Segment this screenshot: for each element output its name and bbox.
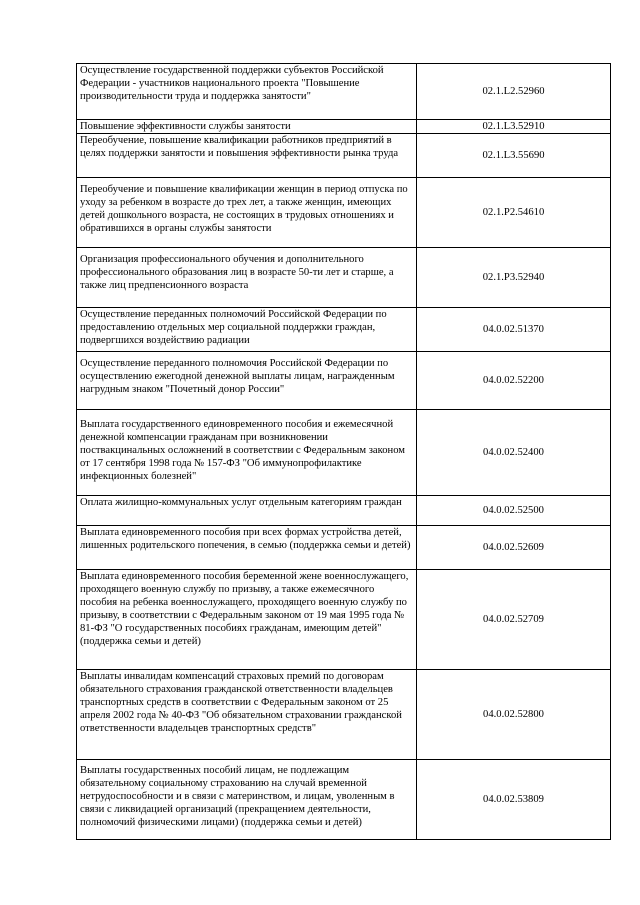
item-code-cell [417,120,611,134]
item-name-cell [77,670,417,760]
item-code: 04.0.02.51370 [483,324,544,335]
item-code-cell [417,64,611,120]
table-row [77,760,611,840]
item-name-cell [77,410,417,496]
item-code-cell [417,670,611,760]
item-name: Организация профессионального обучения и дополнительного профессионального образования лиц в возрасте 50-ти лет и старше, а также лиц предпенсионного возраста [80,254,394,291]
item-name: Повышение эффективности службы занятости [80,121,291,132]
budget-classification-table [76,63,611,840]
table-row [77,308,611,352]
item-code: 02.1.P2.54610 [482,207,545,218]
item-code-cell [417,526,611,570]
item-name: Выплата государственного единовременного пособия и ежемесячной денежной компенсации гражданам при возникновении поствакцинальных осложнений в соответствии с Федеральным законом от 17 сентября 1998 года № 157-ФЗ "Об иммунопрофилактике инфекционных болезней" [80,419,405,482]
document-sheet [76,63,610,840]
table-row [77,496,611,526]
table-row [77,178,611,248]
item-name-cell [77,496,417,526]
item-code: 02.1.L3.52910 [482,121,545,132]
item-name-cell [77,760,417,840]
item-name: Выплата единовременного пособия при всех формах устройства детей, лишенных родительского попечения, в семью (поддержка семьи и детей) [80,527,411,551]
item-name-cell [77,248,417,308]
item-name-cell [77,120,417,134]
item-code: 04.0.02.53809 [483,794,544,805]
item-name: Выплата единовременного пособия беременной жене военнослужащего, проходящего военную службу по призыву, а также ежемесячного пособия на ребенка военнослужащего, проходящего военную службу по призыву, в соответствии с Федеральным законом от 19 мая 1995 года № 81-ФЗ "О государственных пособиях гражданам, имеющим детей" (поддержка семьи и детей) [80,571,409,647]
item-code: 04.0.02.52500 [483,505,544,516]
item-name-cell [77,308,417,352]
item-name: Переобучение и повышение квалификации женщин в период отпуска по уходу за ребенком в возрасте до трех лет, а также женщин, имеющих детей дошкольного возраста, не состоящих в трудовых отношениях и обратившихся в органы службы занятости [80,184,408,234]
item-name: Переобучение, повышение квалификации работников предприятий в целях поддержки занятости и повышения эффективности рынка труда [80,135,399,159]
item-code: 04.0.02.52609 [483,542,544,553]
item-name-cell [77,352,417,410]
item-code: 04.0.02.52400 [483,447,544,458]
table-row [77,64,611,120]
item-name-cell [77,570,417,670]
item-name-cell [77,526,417,570]
item-code-cell [417,308,611,352]
item-code: 04.0.02.52200 [483,375,544,386]
item-code: 02.1.L2.52960 [482,86,545,97]
table-row [77,120,611,134]
item-name: Осуществление государственной поддержки субъектов Российской Федерации - участников национального проекта "Повышение производительности труда и поддержка занятости" [80,65,384,102]
table-row [77,570,611,670]
table-row [77,410,611,496]
item-name: Осуществление переданного полномочия Российской Федерации по осуществлению ежегодной денежной выплаты лицам, награжденным нагрудным знаком "Почетный донор России" [80,358,395,395]
item-code-cell [417,496,611,526]
item-code-cell [417,178,611,248]
item-code-cell [417,352,611,410]
item-code-cell [417,760,611,840]
item-code: 02.1.P3.52940 [482,272,545,283]
item-code: 04.0.02.52709 [483,614,544,625]
table-row [77,352,611,410]
item-code: 02.1.L3.55690 [482,150,545,161]
item-name: Оплата жилищно-коммунальных услуг отдельным категориям граждан [80,497,402,508]
item-code-cell [417,570,611,670]
item-name: Выплаты инвалидам компенсаций страховых премий по договорам обязательного страхования гражданской ответственности владельцев транспортных средств в соответствии с Федеральным законом от 25 апреля 2002 года № 40-ФЗ "Об обязательном страховании гражданской ответственности владельцев транспортных средств" [80,671,402,734]
table-row [77,248,611,308]
item-code-cell [417,410,611,496]
item-code: 04.0.02.52800 [483,709,544,720]
table-row [77,670,611,760]
item-name: Осуществление переданных полномочий Российской Федерации по предоставлению отдельных мер социальной поддержки граждан, подвергшихся воздействию радиации [80,309,387,346]
item-code-cell [417,248,611,308]
item-name-cell [77,178,417,248]
item-name: Выплаты государственных пособий лицам, не подлежащим обязательному социальному страхованию на случай временной нетрудоспособности и в связи с материнством, и лицам, уволенным в связи с ликвидацией организаций (прекращением деятельности, полномочий физическими лицами) (поддержка семьи и детей) [80,765,395,828]
table-row [77,134,611,178]
item-code-cell [417,134,611,178]
table-row [77,526,611,570]
item-name-cell [77,134,417,178]
item-name-cell [77,64,417,120]
